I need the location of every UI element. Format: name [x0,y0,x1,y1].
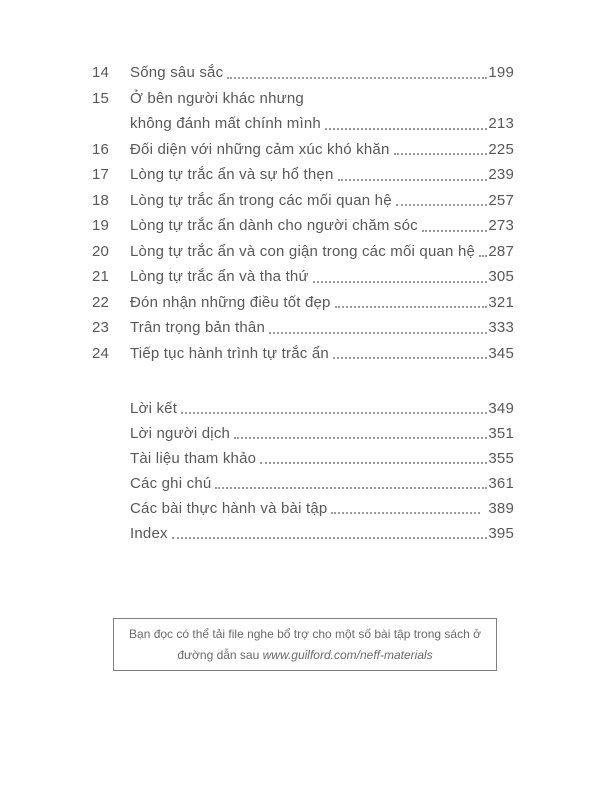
dot-leader [396,204,488,206]
section-page-number: 351 [488,425,514,442]
dot-leader [227,77,487,79]
dot-leader [181,412,487,414]
back-matter-row [130,421,514,446]
dot-leader [338,179,488,181]
note-line-1: Bạn đọc có thể tải file nghe bổ trợ cho một số bài tập trong sách ở [129,626,481,641]
chapter-page-number: 333 [488,319,514,336]
section-page-number: 355 [488,450,514,467]
section-title: Các ghi chú [130,475,212,492]
section-title: Lời kết [130,400,178,417]
toc-row [92,315,514,341]
toc-row [92,264,514,290]
chapter-title: Đối diện với những cảm xúc khó khăn [130,140,390,158]
toc-row [92,290,514,316]
section-title: Các bài thực hành và bài tập [130,500,328,517]
toc-row [92,239,514,265]
chapter-number: 20 [92,242,110,260]
chapter-number: 19 [92,217,110,234]
dot-leader [269,332,487,334]
chapter-title: Lòng tự trắc ẩn và con giận trong các mối quan hệ [130,242,476,260]
back-matter-row [130,446,514,471]
section-page-number: 361 [488,475,514,492]
section-title: Tài liệu tham khảo [130,450,257,467]
chapter-title: Sống sâu sắc [130,64,224,81]
chapter-title: Lòng tự trắc ẩn và tha thứ [130,268,309,285]
chapter-title: Lòng tự trắc ẩn dành cho người chăm sóc [130,217,418,234]
dot-leader [333,357,487,359]
chapter-page-number: 287 [488,242,514,260]
chapter-number: 17 [92,166,110,183]
dot-leader [313,281,488,283]
toc-row [92,188,514,214]
chapter-page-number: 305 [488,268,514,285]
dot-leader [215,487,487,489]
chapter-page-number: 257 [488,191,514,209]
chapter-title: Trân trọng bản thân [130,319,265,336]
back-matter-row [130,521,514,546]
dot-leader [331,512,480,514]
chapter-page-number: 345 [488,344,514,362]
dot-leader [479,255,487,257]
chapter-page-number: 199 [488,64,514,81]
toc-row [92,137,514,163]
download-url: www.guilford.com/neff-materials [262,647,433,662]
dot-leader [394,153,488,155]
download-note-box [113,618,497,671]
section-title: Index [130,525,168,542]
toc-row [92,341,514,367]
toc-back-matter-list [130,396,514,546]
section-title: Lời người dịch [130,425,231,442]
chapter-title: Lòng tự trắc ẩn và sự hổ thẹn [130,166,334,183]
chapter-page-number: 239 [488,166,514,183]
back-matter-row [130,396,514,421]
dot-leader [234,437,487,439]
chapter-number: 14 [92,64,110,81]
chapter-number: 22 [92,293,110,311]
chapter-page-number: 225 [488,140,514,158]
section-page-number: 395 [488,525,514,542]
toc-row-continuation [92,111,514,137]
dot-leader [422,230,487,232]
toc-row [92,213,514,239]
chapter-title: Ở bên người khác nhưng [130,89,304,107]
chapter-title: Lòng tự trắc ẩn trong các mối quan hệ [130,191,392,209]
dot-leader [172,537,488,539]
toc-row [92,86,514,112]
chapter-number: 15 [92,89,110,107]
chapter-page-number: 213 [488,115,514,132]
chapter-number: 23 [92,319,110,336]
toc-row [92,60,514,86]
section-page-number: 349 [488,400,514,417]
chapter-number: 18 [92,191,110,209]
toc-chapter-list [92,60,514,366]
chapter-number: 21 [92,268,110,285]
section-page-number: 389 [488,500,514,517]
chapter-number: 16 [92,140,110,158]
chapter-page-number: 321 [488,293,514,311]
note-line-2-prefix: đường dẫn sau [177,647,263,662]
chapter-title: không đánh mất chính mình [130,115,321,132]
chapter-number: 24 [92,344,110,362]
back-matter-row [130,496,514,521]
chapter-page-number: 273 [488,217,514,234]
dot-leader [260,462,487,464]
dot-leader [335,306,488,308]
dot-leader [325,128,487,130]
chapter-title: Đón nhận những điều tốt đẹp [130,293,331,311]
chapter-title: Tiếp tục hành trình tự trắc ẩn [130,344,329,362]
note-line-2 [114,645,496,666]
toc-row [92,162,514,188]
back-matter-row [130,471,514,496]
